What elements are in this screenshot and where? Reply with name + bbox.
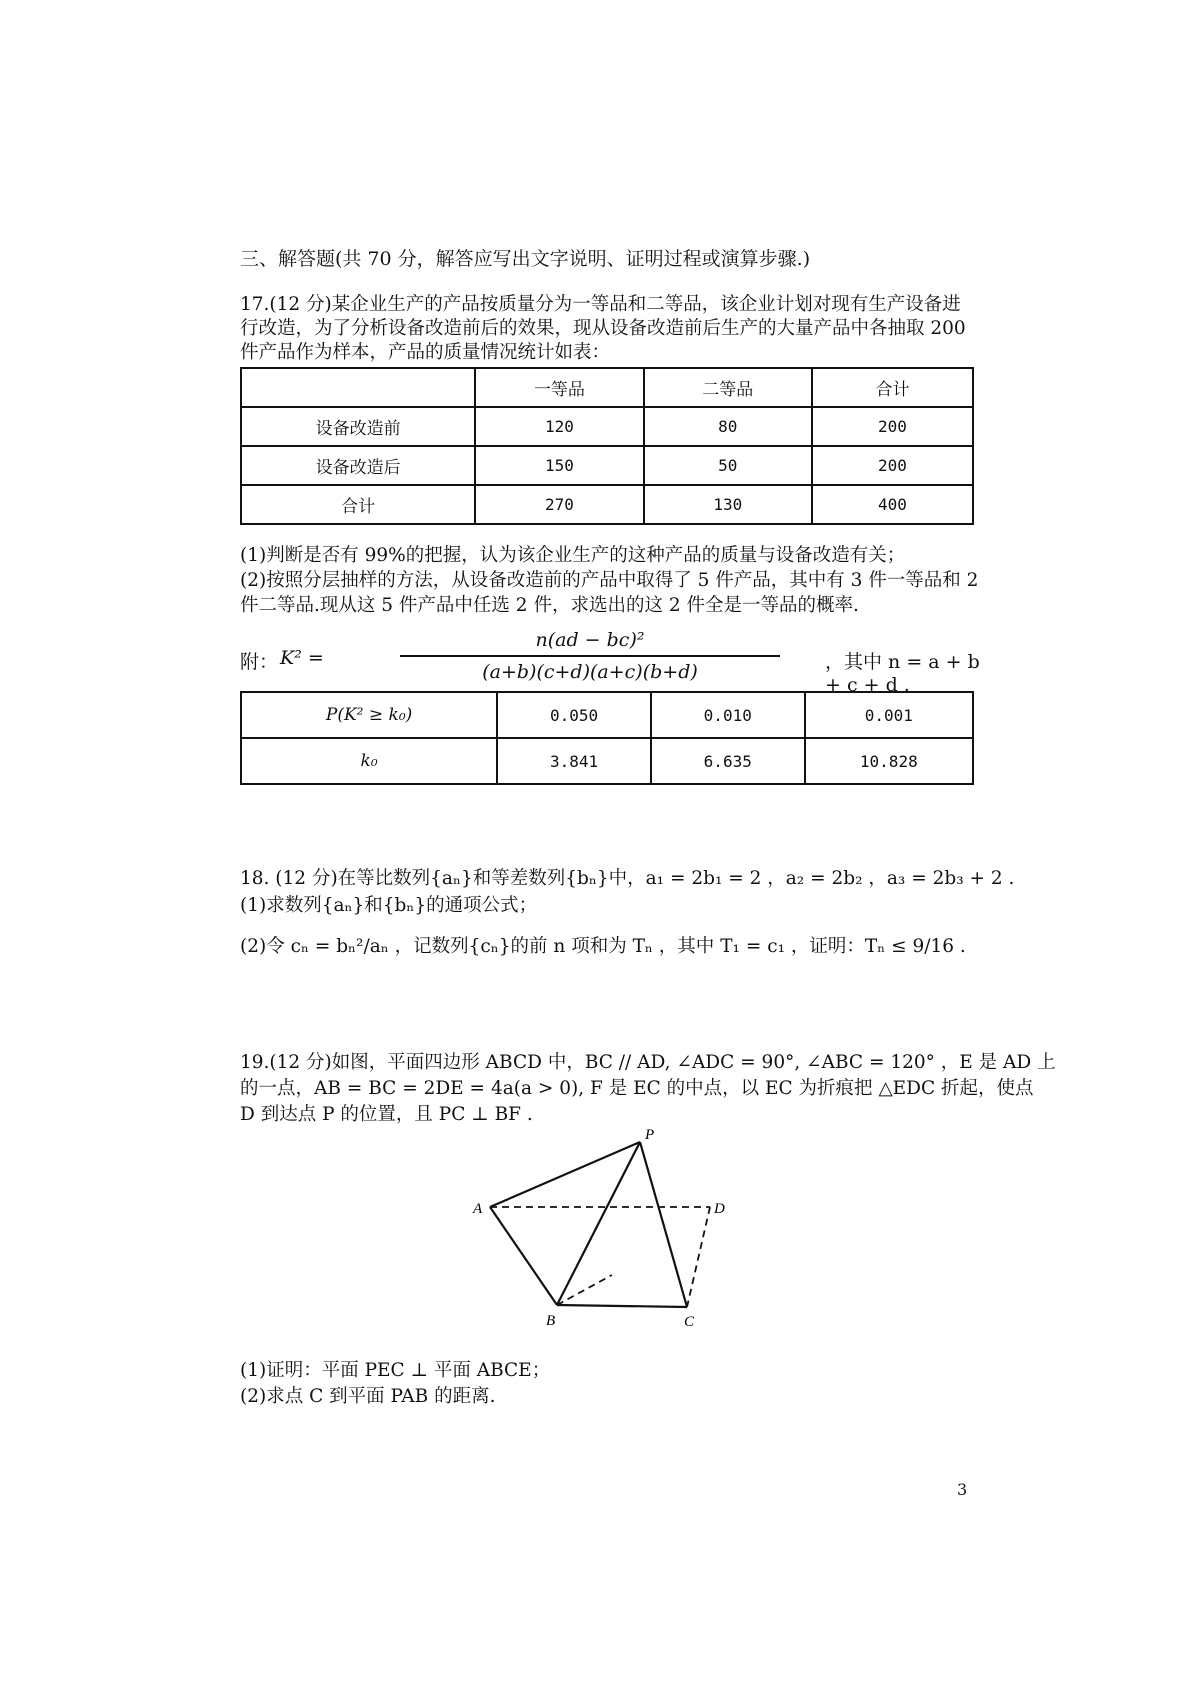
formula-fraction	[360, 625, 820, 687]
table-cell: 150	[475, 446, 643, 485]
table-cell: 10.828	[805, 738, 973, 784]
q19-sub2: (2)求点 C 到平面 PAB 的距离.	[240, 1386, 496, 1407]
q18-sub1: (1)求数列{aₙ}和{bₙ}的通项公式；	[240, 895, 538, 916]
label-D: D	[714, 1201, 725, 1217]
folded-quadrilateral-figure	[470, 1125, 750, 1345]
q19-stem-line2: 的一点，AB = BC = 2DE = 4a(a > 0), F 是 EC 的中点，以 EC 为折痕把 △EDC 折起，使点	[240, 1078, 1034, 1099]
section-heading: 三、解答题(共 70 分，解答应写出文字说明、证明过程或演算步骤.)	[240, 248, 811, 270]
table-cell: 200	[812, 407, 973, 446]
q17-stem-line1: 17.(12 分)某企业生产的产品按质量分为一等品和二等品，该企业计划对现有生产设备进	[240, 294, 961, 315]
q18-stem: 18. (12 分)在等比数列{aₙ}和等差数列{bₙ}中，a₁ = 2b₁ = 2 ，a₂ = 2b₂ ，a₃ = 2b₃ + 2 .	[240, 868, 1015, 889]
table-cell: 0.050	[497, 692, 651, 738]
q19-stem-line3: D 到达点 P 的位置，且 PC ⊥ BF .	[240, 1104, 533, 1125]
table-cell: 50	[644, 446, 812, 485]
table-cell: 3.841	[497, 738, 651, 784]
label-B: B	[546, 1313, 556, 1329]
table-header-cell: 一等品	[475, 368, 643, 407]
table-cell: 合计	[241, 485, 475, 524]
table-header-row	[241, 368, 973, 407]
table-cell: 120	[475, 407, 643, 446]
formula-lhs: K² =	[280, 647, 324, 669]
formula-denominator: (a+b)(c+d)(a+c)(b+d)	[482, 661, 698, 683]
q17-stem-line2: 行改造，为了分析设备改造前后的效果，现从设备改造前后生产的大量产品中各抽取 200	[240, 318, 966, 339]
table-cell: 设备改造后	[241, 446, 475, 485]
formula-numerator: n(ad − bc)²	[535, 629, 645, 651]
q17-sub2-line1: (2)按照分层抽样的方法，从设备改造前的产品中取得了 5 件产品，其中有 3 件一等品和 2	[240, 570, 979, 591]
table-header-cell	[241, 368, 475, 407]
quality-table	[240, 367, 974, 525]
formula-tail: ，其中 n = a + b + c + d .	[825, 651, 980, 696]
table-cell: 200	[812, 446, 973, 485]
label-P: P	[645, 1127, 655, 1143]
q18-sub2: (2)令 cₙ = bₙ²/aₙ ，记数列{cₙ}的前 n 项和为 Tₙ ，其中 T₁ = c₁ ，证明：Tₙ ≤ 9/16 .	[240, 936, 966, 957]
table-cell: 0.001	[805, 692, 973, 738]
label-A: A	[473, 1201, 483, 1217]
table-cell: 400	[812, 485, 973, 524]
edge-BC	[557, 1305, 687, 1307]
edge-PB	[557, 1142, 640, 1305]
edge-AB	[490, 1207, 557, 1305]
q17-sub2-line2: 件二等品.现从这 5 件产品中任选 2 件，求选出的这 2 件全是一等品的概率.	[240, 595, 859, 616]
edge-DC-dashed	[687, 1207, 710, 1307]
table-cell: 6.635	[651, 738, 805, 784]
q19-sub1: (1)证明：平面 PEC ⊥ 平面 ABCE；	[240, 1360, 551, 1381]
table-row	[241, 485, 973, 524]
table-header-cell: 合计	[812, 368, 973, 407]
table-row	[241, 692, 973, 738]
critical-value-table	[240, 691, 974, 785]
formula-label: 附：	[240, 651, 279, 673]
edge-PC	[640, 1142, 687, 1307]
page-number: 3	[957, 1480, 968, 1499]
table-cell: 80	[644, 407, 812, 446]
edge-AP	[490, 1142, 640, 1207]
label-C: C	[684, 1314, 695, 1330]
table-cell: 130	[644, 485, 812, 524]
table-row	[241, 407, 973, 446]
q17-sub1: (1)判断是否有 99%的把握，认为该企业生产的这种产品的质量与设备改造有关；	[240, 545, 906, 566]
q19-stem-line1: 19.(12 分)如图，平面四边形 ABCD 中，BC // AD, ∠ADC = 90°, ∠ABC = 120° ，E 是 AD 上	[240, 1052, 1056, 1073]
table-row	[241, 446, 973, 485]
chi-square-formula	[240, 625, 980, 696]
table-cell: P(K² ≥ k₀)	[241, 692, 497, 738]
q17-stem-line3: 件产品作为样本，产品的质量情况统计如表：	[240, 342, 611, 363]
table-cell: k₀	[241, 738, 497, 784]
table-row	[241, 738, 973, 784]
table-cell: 设备改造前	[241, 407, 475, 446]
table-header-cell: 二等品	[644, 368, 812, 407]
table-cell: 270	[475, 485, 643, 524]
table-cell: 0.010	[651, 692, 805, 738]
